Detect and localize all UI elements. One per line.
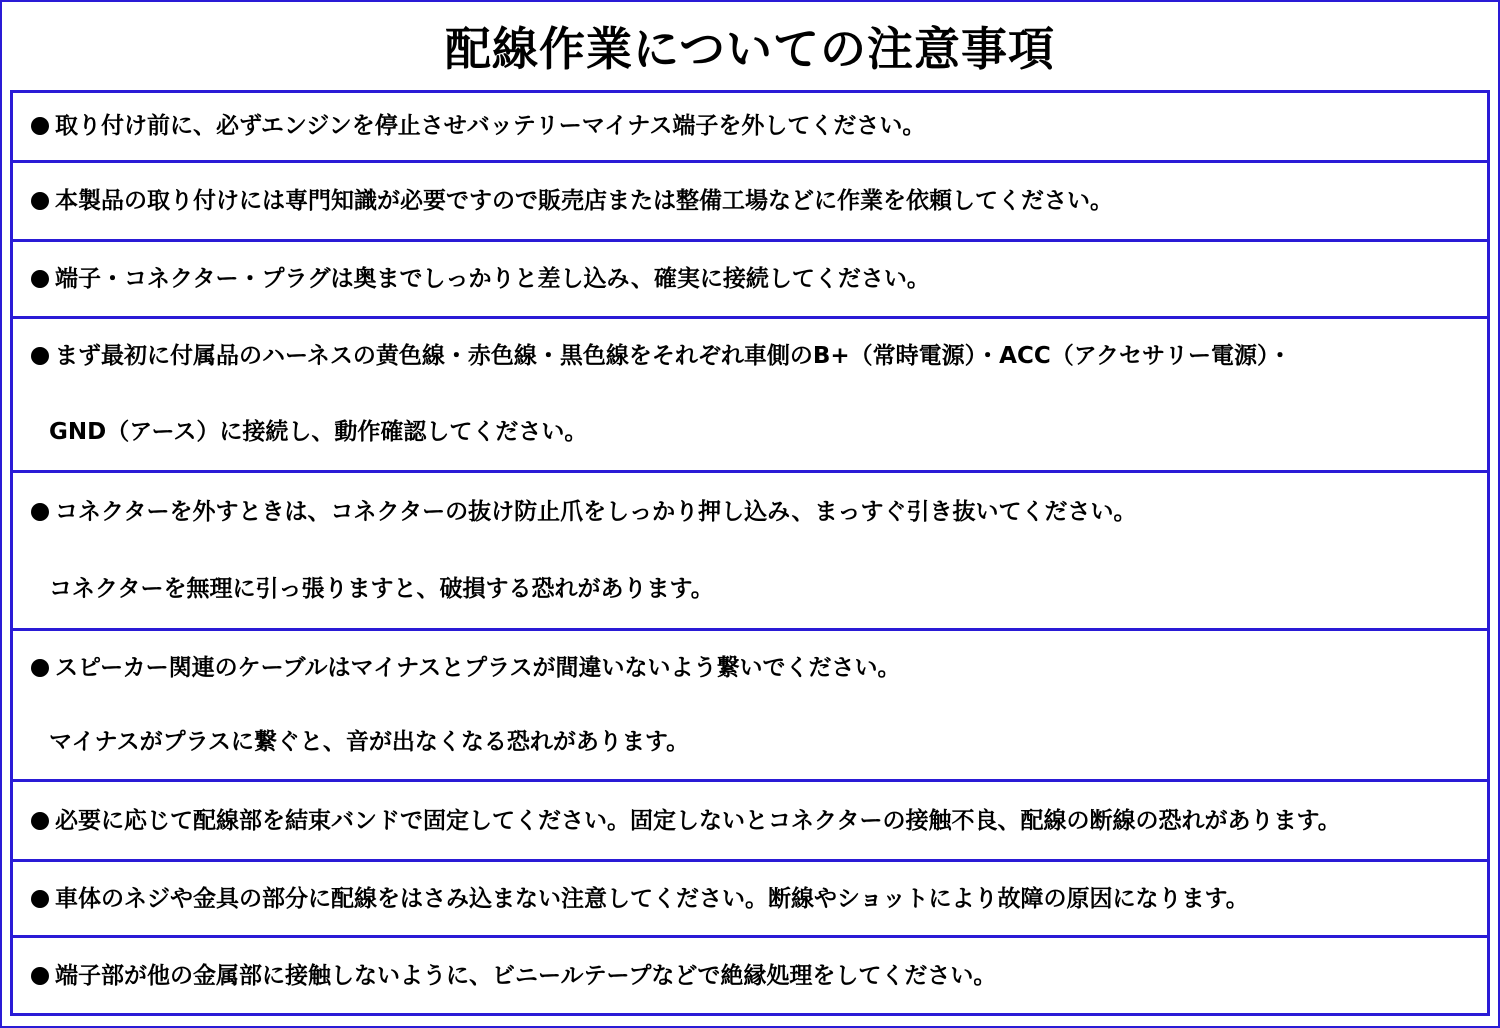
notice-row [13,782,1487,861]
page-title: 配線作業についての注意事項 [444,22,1056,76]
notice-line [31,881,1487,917]
notice-text: 端子部が他の金属部に接触しないように、ビニールテープなどで絶縁処理をしてください。 [55,962,997,989]
notice-row [13,938,1487,1013]
notice-line [31,183,1487,219]
notice-line [31,108,1487,144]
bullet-icon [31,659,49,677]
notice-row [13,163,1487,242]
notice-text: スピーカー関連のケーブルはマイナスとプラスが間違いないよう繋いでください。 [55,655,901,682]
notice-line-continued [31,724,1487,760]
notice-line [31,803,1487,839]
notice-line-continued [31,571,1487,607]
bullet-icon [31,812,49,830]
bullet-icon [31,192,49,210]
notice-row [13,631,1487,782]
notice-text: 必要に応じて配線部を結束バンドで固定してください。固定しないとコネクターの接触不良、配線の断線の恐れがあります。 [55,807,1341,834]
bullet-icon [31,890,49,908]
notice-line-continued [31,414,1487,450]
notice-text: 取り付け前に、必ずエンジンを停止させバッテリーマイナス端子を外してください。 [55,113,926,140]
notice-row [13,93,1487,163]
notice-text: 本製品の取り付けには専門知識が必要ですので販売店または整備工場などに作業を依頼してください。 [55,187,1113,214]
notice-text: コネクターを外すときは、コネクターの抜け防止爪をしっかり押し込み、まっすぐ引き抜いてください。 [55,498,1137,525]
notice-line [31,650,1487,686]
notice-text: まず最初に付属品のハーネスの黄色線・赤色線・黒色線をそれぞれ車側のB+（常時電源）・ACC（アクセサリー電源）・ [55,343,1292,370]
bullet-icon [31,117,49,135]
notice-text: マイナスがプラスに繋ぐと、音が出なくなる恐れがあります。 [49,729,690,756]
bullet-icon [31,347,49,365]
notice-table [10,90,1490,1016]
notice-row [13,319,1487,473]
notice-row [13,473,1487,632]
notice-text: 車体のネジや金具の部分に配線をはさみ込まない注意してください。断線やショットにより故障の原因になります。 [55,885,1249,912]
bullet-icon [31,270,49,288]
notice-row [13,862,1487,939]
notice-line [31,338,1487,374]
bullet-icon [31,503,49,521]
notice-text: 端子・コネクター・プラグは奥までしっかりと差し込み、確実に接続してください。 [55,265,930,292]
notice-text: GND（アース）に接続し、動作確認してください。 [49,418,588,445]
notice-line [31,494,1487,530]
notice-line [31,261,1487,297]
notice-text: コネクターを無理に引っ張りますと、破損する恐れがあります。 [49,576,714,603]
notice-row [13,242,1487,319]
notice-line [31,958,1487,994]
bullet-icon [31,967,49,985]
